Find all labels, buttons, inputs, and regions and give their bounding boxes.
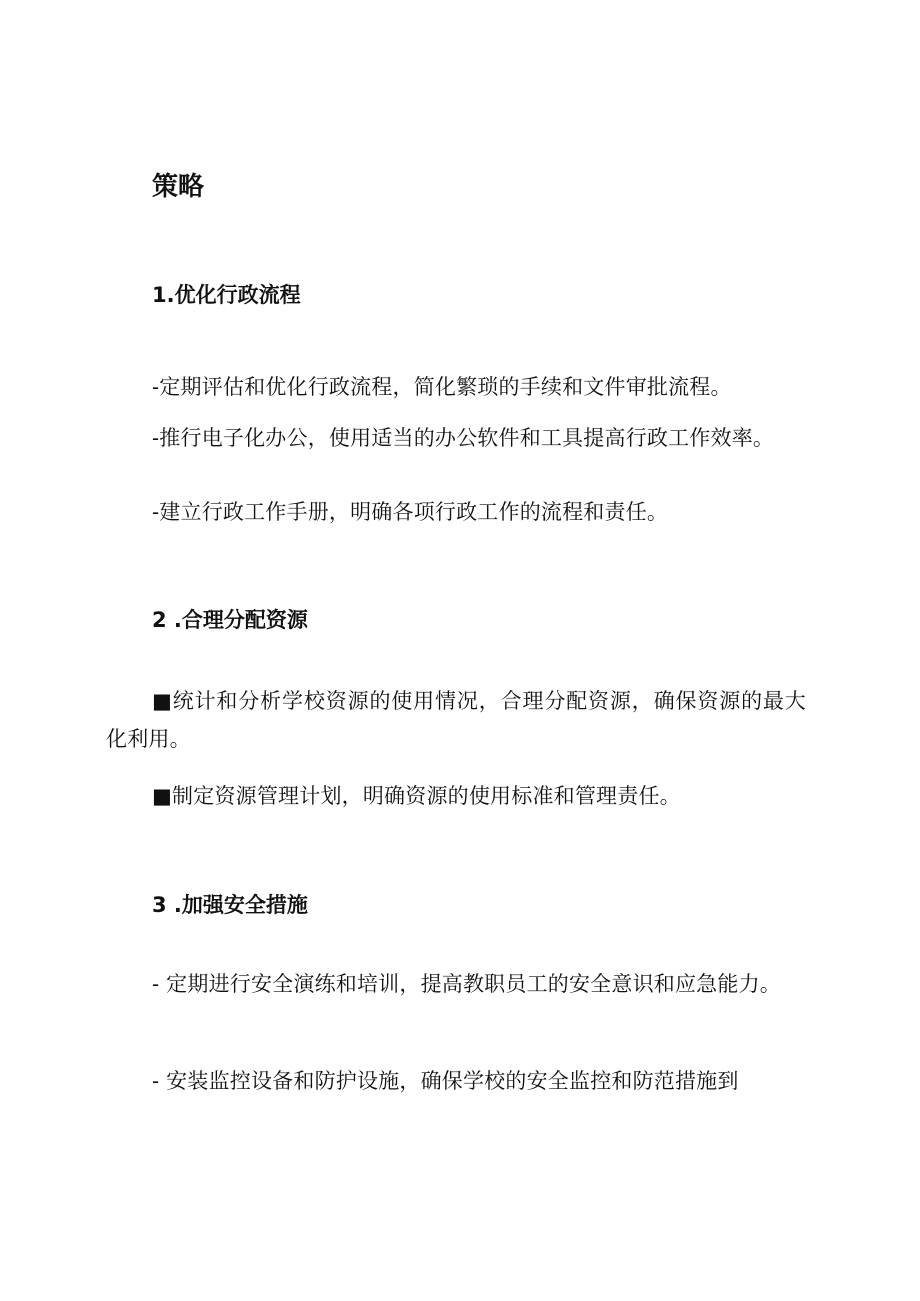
paragraph: -建立行政工作手册，明确各项行政工作的流程和责任。 (152, 500, 669, 524)
paragraph: ■制定资源管理计划，明确资源的使用标准和管理责任。 (152, 784, 681, 808)
section-heading-3: 3 .加强安全措施 (152, 893, 308, 917)
section-heading-2: 2 .合理分配资源 (152, 608, 308, 632)
paragraph: - 安装监控设备和防护设施，确保学校的安全监控和防范措施到 (152, 1069, 739, 1093)
section-heading-1: 1.优化行政流程 (152, 283, 301, 307)
paragraph: ■统计和分析学校资源的使用情况，合理分配资源，确保资源的最大化利用。 (106, 689, 806, 751)
paragraph: -定期评估和优化行政流程，简化繁琐的手续和文件审批流程。 (152, 375, 732, 399)
page-title: 策略 (152, 172, 205, 202)
paragraph: -推行电子化办公，使用适当的办公软件和工具提高行政工作效率。 (152, 426, 775, 450)
paragraph: - 定期进行安全演练和培训，提高教职员工的安全意识和应急能力。 (152, 972, 781, 996)
